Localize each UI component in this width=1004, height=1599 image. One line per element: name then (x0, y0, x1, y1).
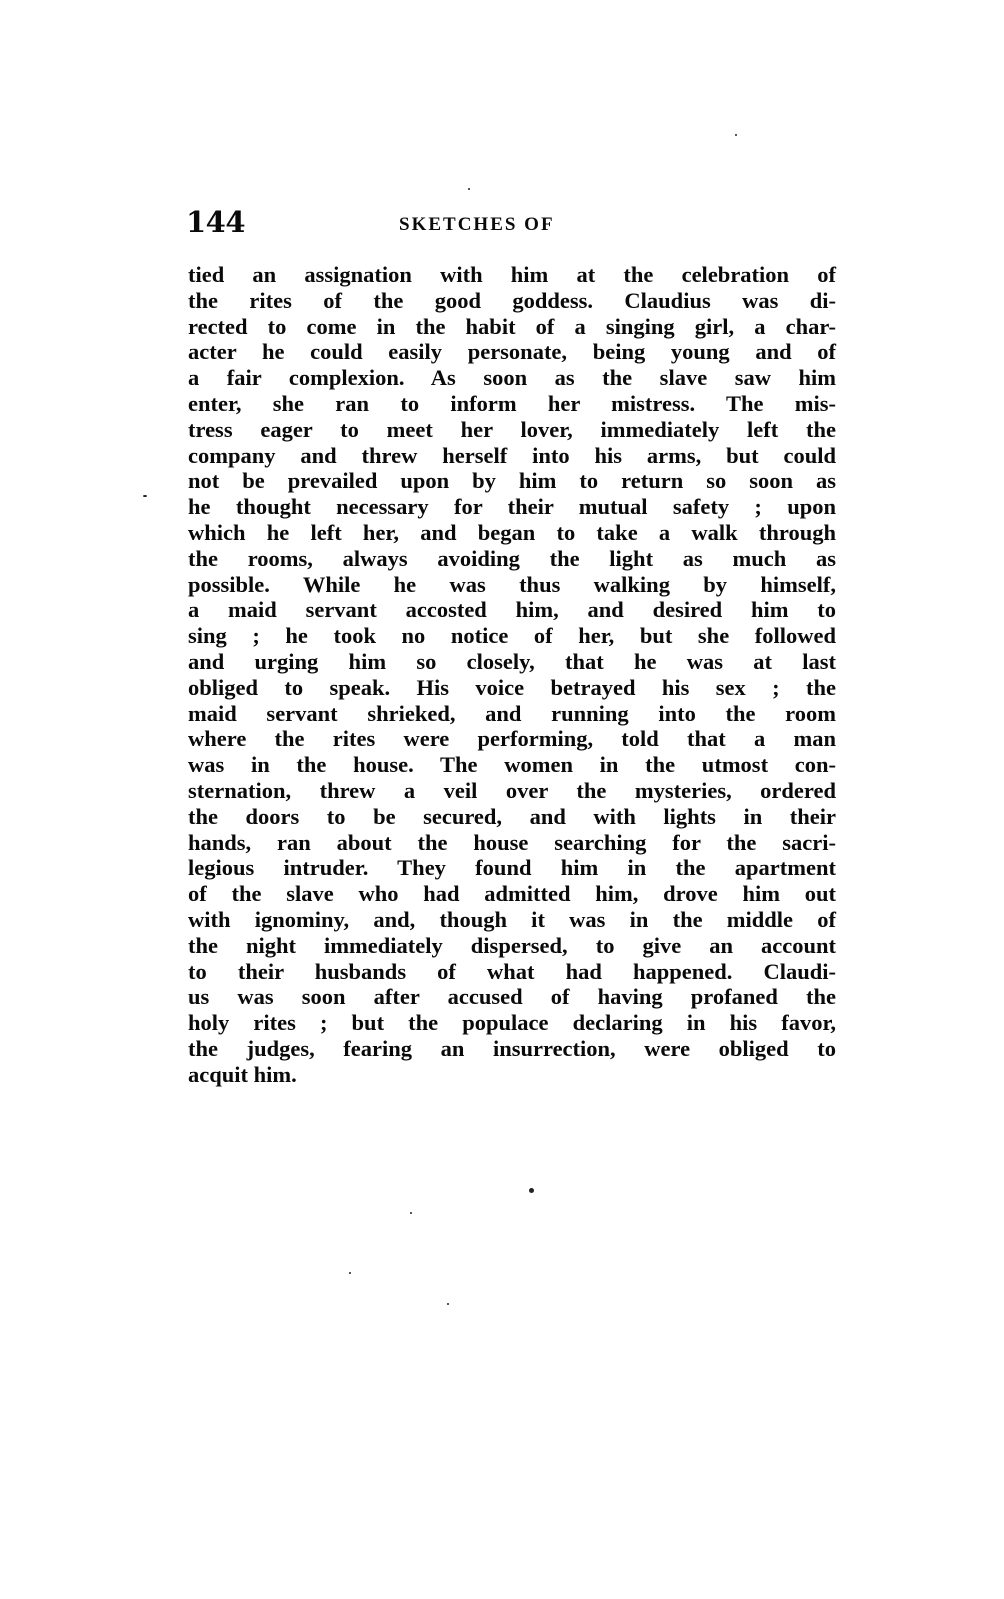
scan-speck (410, 1212, 412, 1214)
text-line: maid servant shrieked, and running into the room (188, 700, 836, 726)
scan-speck (447, 1303, 449, 1305)
text-line: the judges, fearing an insurrection, were obliged to (188, 1035, 836, 1061)
text-line: which he left her, and began to take a walk through (188, 519, 836, 545)
scan-speck (349, 1272, 351, 1274)
text-line: where the rites were performing, told that a man (188, 726, 836, 752)
text-line: holy rites ; but the populace declaring in his favor, (188, 1010, 836, 1036)
text-line: sternation, threw a veil over the mysteries, ordered (188, 777, 836, 803)
text-line: a fair complexion. As soon as the slave saw him (188, 365, 836, 391)
text-line: not be prevailed upon by him to return so soon as (188, 468, 836, 494)
text-line: a maid servant accosted him, and desired him to (188, 597, 836, 623)
text-line: tied an assignation with him at the celebration of (188, 262, 836, 287)
body-text (188, 262, 836, 1088)
page-header (186, 205, 834, 245)
text-line: rected to come in the habit of a singing girl, a char- (188, 313, 836, 339)
text-line: and urging him so closely, that he was at last (188, 648, 836, 674)
text-line: the rooms, always avoiding the light as much as (188, 545, 836, 571)
text-line: acter he could easily personate, being young and of (188, 339, 836, 365)
text-line: tress eager to meet her lover, immediately left the (188, 416, 836, 442)
text-line: company and threw herself into his arms, but could (188, 442, 836, 468)
text-line: the rites of the good goddess. Claudius was di- (188, 287, 836, 313)
text-line: was in the house. The women in the utmost con- (188, 752, 836, 778)
text-line: with ignominy, and, though it was in the middle of (188, 906, 836, 932)
running-head: SKETCHES OF (399, 214, 555, 235)
text-line: hands, ran about the house searching for the sacri- (188, 829, 836, 855)
page-number: 144 (186, 205, 246, 239)
text-line: acquit him. (188, 1061, 297, 1087)
text-line: legious intruder. They found him in the apartment (188, 855, 836, 881)
text-line: the night immediately dispersed, to give an account (188, 932, 836, 958)
text-line: possible. While he was thus walking by himself, (188, 571, 836, 597)
scan-speck (143, 495, 147, 497)
text-line: obliged to speak. His voice betrayed his sex ; the (188, 674, 836, 700)
scan-speck (468, 188, 470, 190)
text-line: sing ; he took no notice of her, but she followed (188, 623, 836, 649)
scan-speck (529, 1188, 534, 1193)
text-line: the doors to be secured, and with lights in their (188, 803, 836, 829)
text-line: to their husbands of what had happened. Claudi- (188, 958, 836, 984)
text-line: enter, she ran to inform her mistress. The mis- (188, 390, 836, 416)
text-line: he thought necessary for their mutual safety ; upon (188, 494, 836, 520)
scan-speck (735, 134, 737, 136)
text-line: of the slave who had admitted him, drove him out (188, 881, 836, 907)
text-line: us was soon after accused of having profaned the (188, 984, 836, 1010)
